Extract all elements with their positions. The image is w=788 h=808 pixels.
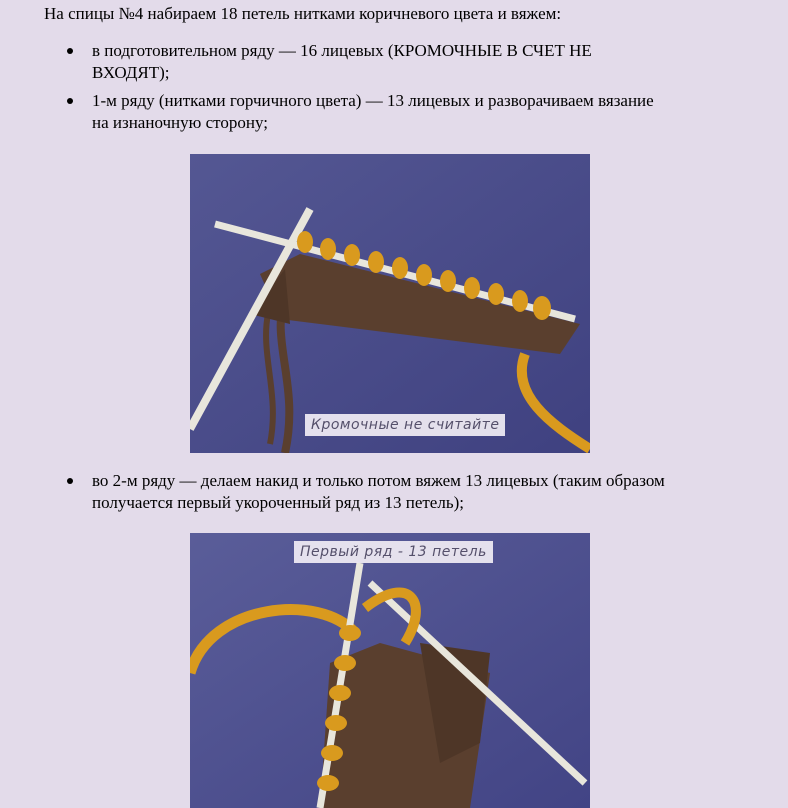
knitting-photo-1: [190, 154, 590, 453]
intro-text: На спицы №4 набираем 18 петель нитками коричневого цвета и вяжем:: [44, 4, 562, 23]
step-item: [92, 90, 654, 134]
step-line: во 2-м ряду — делаем накид и только потом вяжем 13 лицевых (таким образом: [92, 471, 665, 490]
step-item: [92, 40, 592, 84]
bullet-icon: [67, 48, 73, 54]
step-line: в подготовительном ряду — 16 лицевых (КРОМОЧНЫЕ В СЧЕТ НЕ: [92, 41, 592, 60]
step-line: ВХОДЯТ);: [92, 63, 170, 82]
knitting-illustration-2: [190, 533, 590, 808]
step-item: [92, 470, 665, 514]
knitting-illustration-1: [190, 154, 590, 453]
knitting-photo-2: [190, 533, 590, 808]
bullet-icon: [67, 98, 73, 104]
bullet-icon: [67, 478, 73, 484]
photo-caption: Первый ряд - 13 петель: [294, 541, 493, 563]
step-line: 1-м ряду (нитками горчичного цвета) — 13 лицевых и разворачиваем вязание: [92, 91, 654, 110]
step-line: на изнаночную сторону;: [92, 113, 268, 132]
step-line: получается первый укороченный ряд из 13 петель);: [92, 493, 464, 512]
photo-caption: Кромочные не считайте: [305, 414, 505, 436]
